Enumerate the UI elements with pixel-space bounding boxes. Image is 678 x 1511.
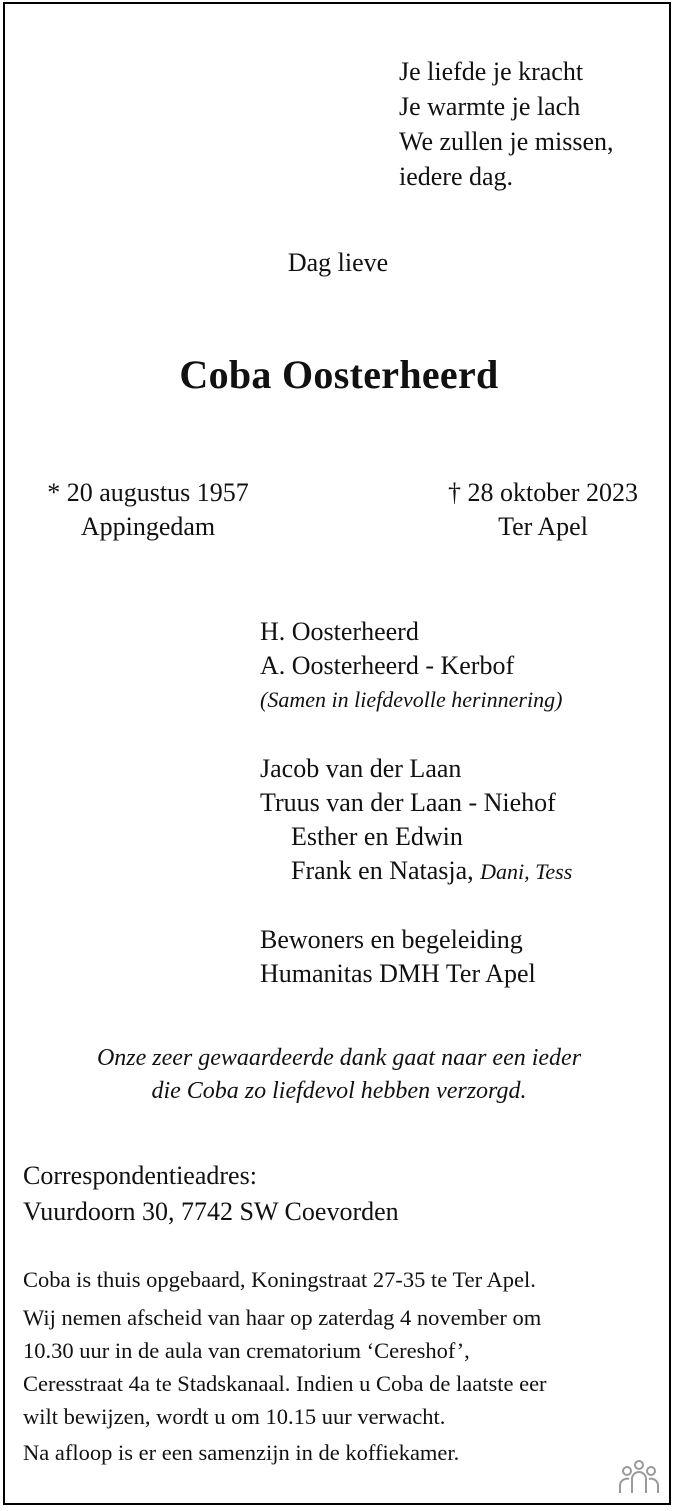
family-group-3 bbox=[260, 923, 536, 991]
death-info bbox=[423, 476, 663, 544]
people-group-icon bbox=[617, 1459, 661, 1495]
lying-in-state-text: Coba is thuis opgebaard, Koningstraat 27-35 te Ter Apel. bbox=[23, 1267, 536, 1292]
birth-info bbox=[23, 476, 273, 544]
family-line: Truus van der Laan - Niehof bbox=[260, 788, 556, 817]
family-line: A. Oosterheerd - Kerbof bbox=[260, 651, 515, 680]
family-line: Jacob van der Laan bbox=[260, 754, 462, 783]
poem-line: Je warmte je lach bbox=[399, 92, 581, 121]
poem-line: Je liefde je kracht bbox=[399, 57, 584, 86]
death-place: Ter Apel bbox=[498, 512, 588, 541]
family-line-text: Frank en Natasja, bbox=[291, 856, 474, 885]
farewell-line: Ceresstraat 4a te Stadskanaal. Indien u Coba de laatste eer bbox=[23, 1371, 547, 1396]
family-line: Humanitas DMH Ter Apel bbox=[260, 959, 536, 988]
family-line bbox=[260, 854, 572, 889]
farewell-text bbox=[23, 1301, 547, 1433]
grandchildren-names: Dani, Tess bbox=[480, 859, 573, 884]
thanks-note bbox=[5, 1042, 673, 1108]
farewell-line: Wij nemen afscheid van haar op zaterdag 4 november om bbox=[23, 1305, 542, 1330]
obituary-card bbox=[3, 2, 671, 1505]
poem-line: We zullen je missen, bbox=[399, 127, 614, 156]
family-group-1 bbox=[260, 615, 562, 717]
farewell-line: wilt bewijzen, wordt u om 10.15 uur verwacht. bbox=[23, 1404, 446, 1429]
address-value: Vuurdoorn 30, 7742 SW Coevorden bbox=[23, 1197, 399, 1226]
family-line: Esther en Edwin bbox=[291, 822, 463, 851]
birth-place: Appingedam bbox=[80, 512, 216, 541]
death-date: † 28 oktober 2023 bbox=[448, 478, 638, 507]
address-label: Correspondentieadres: bbox=[23, 1161, 257, 1190]
poem-line: iedere dag. bbox=[399, 162, 514, 191]
family-line: Bewoners en begeleiding bbox=[260, 925, 523, 954]
birth-date: * 20 augustus 1957 bbox=[47, 478, 249, 507]
family-group-2 bbox=[260, 752, 572, 889]
intro-text: Dag lieve bbox=[287, 248, 389, 277]
thanks-line: Onze zeer gewaardeerde dank gaat naar een ieder bbox=[96, 1045, 582, 1071]
gathering-text: Na afloop is er een samenzijn in de koffiekamer. bbox=[23, 1440, 460, 1465]
farewell-line: 10.30 uur in de aula van crematorium ‘Cereshof’, bbox=[23, 1338, 470, 1363]
family-line: H. Oosterheerd bbox=[260, 617, 419, 646]
deceased-name: Coba Oosterheerd bbox=[179, 352, 499, 397]
family-note: (Samen in liefdevolle herinnering) bbox=[260, 687, 563, 712]
thanks-line: die Coba zo liefdevol hebben verzorgd. bbox=[151, 1078, 527, 1104]
poem bbox=[399, 54, 614, 194]
correspondence-address bbox=[23, 1158, 399, 1230]
